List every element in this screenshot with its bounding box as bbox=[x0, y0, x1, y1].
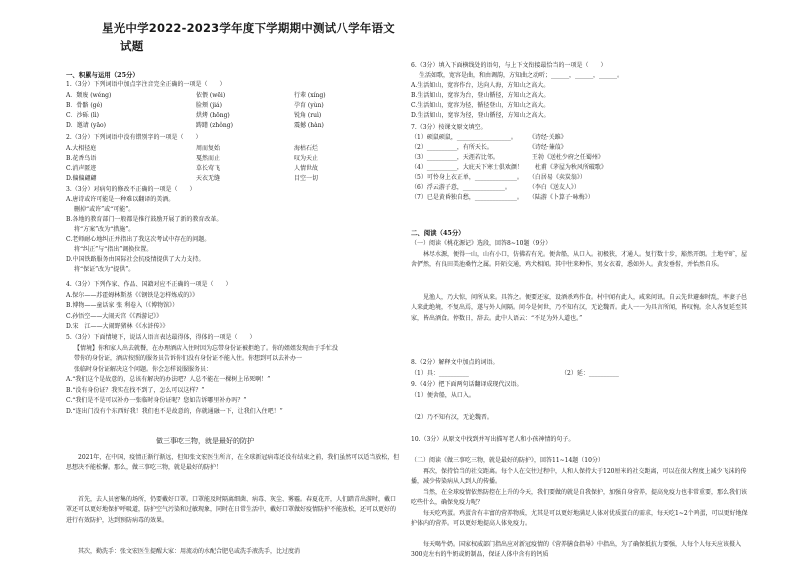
q6-line-1: 生活如歌，宽容是曲，和由调韵，方知曲之动听；______，______，______。 bbox=[419, 72, 624, 79]
q7-line-4: （4）__________，大庇天下寒士俱欢颜！ 杜甫《茅屋为秋风所破歌》 bbox=[411, 164, 607, 171]
q5-line-7: D.“连出门没有个东西好我！我们也不是故意的，你就通融一下，让我们入住吧！” bbox=[66, 407, 283, 415]
q3-line-6: 将“纠正”与“指出”调换位置。 bbox=[74, 246, 153, 253]
q4-line-3: C.孙悟空——大闹天宫《《西游记》》 bbox=[66, 312, 163, 320]
q6-line-5: D.生活如山，宽容为径，登山循径，方知山之高大。 bbox=[411, 112, 550, 119]
q1-option-3-0: D．邀请 (yāo) bbox=[66, 122, 106, 129]
q5-line-6: C.“我们是不是可以补办一张临时身份证呢？您如告诉哪里补办吗？” bbox=[66, 397, 247, 404]
q1-option-1-0: B．骨骼 (gé) bbox=[66, 102, 103, 109]
q2-option-2-1: 草长莺飞 bbox=[196, 165, 221, 172]
q2-stem: 2.（3分）下列词语中没有错别字的一项是（ ） bbox=[66, 134, 202, 141]
q5-line-4: A.“我们这个是故意的，总该有解决的办法吧？人总不能在一棵树上吊死啊！” bbox=[66, 376, 271, 383]
q7-line-6: （6）浮云游子意，______________。 （李白《送友人》） bbox=[411, 184, 580, 191]
q4-line-0: 4.（3分）下列作家、作品、国籍对应不正确的一项是（ ） bbox=[66, 281, 232, 288]
q5-line-5: B.“没有身份证？我实在找不到了，怎么可以这样？” bbox=[66, 386, 205, 394]
q6-line-2: A.生活如山，宽容作台，达向人海，方知山之高大。 bbox=[411, 82, 550, 89]
q9-item-1: （1）便舍船，从口入。 bbox=[411, 392, 475, 399]
q1-option-0-2: 行辈 (xíng) bbox=[294, 92, 326, 99]
reading1-paragraph-2: 见渔人，乃大惊，问所从来。具答之。便要还家，设酒杀鸡作食。村中闻有此人，咸来问讯。自云先世避秦时乱，率妻子邑人来此绝境，不复出焉，遂与外人间隔。问今是何世，乃不知有汉，无论魏晋。此人一一为具言所闻，皆叹惋。余人各复延至其家，皆出酒食。停数日，辞去。此中人语云：“不足为外人道也。” bbox=[411, 294, 748, 322]
q9-item-2: （2）乃不知有汉，无论魏晋。 bbox=[411, 414, 493, 421]
q2-option-3-1: 天衣无缝 bbox=[196, 175, 221, 182]
q1-option-1-1: 脸颊 (jiá) bbox=[196, 102, 222, 109]
q2-option-2-0: C.消声匿迹 bbox=[66, 165, 97, 172]
q4-line-4: D.宋 江——大闹野猪林《《水浒传》》 bbox=[66, 323, 169, 330]
q8-stem: 8.（2分）解释文中加点的词语。 bbox=[411, 359, 499, 366]
section-heading-accumulation: 一、积累与运用（25分） bbox=[66, 71, 139, 79]
q3-line-1: A.唐诗或许可能是一种难以翻译的美酒。 bbox=[66, 196, 175, 203]
q2-option-0-0: A.大相径庭 bbox=[66, 145, 97, 152]
q6-line-3: B.生活如山，宽容为台，登山循径，方知山之高大。 bbox=[411, 92, 550, 99]
reading2-paragraph-3: 每天吃鸡蛋。鸡蛋含有丰富的营养物质，尤其是可以更好地满足人体对优质蛋白的需求，每天吃1~2个鸡蛋，可以更好地保护体内的营养。可以更好地提高人体免疫力。 bbox=[411, 510, 748, 528]
q6-line-4: C.生活如山，宽容为径，循径登山，方知山之高大。 bbox=[411, 102, 550, 109]
exam-title: 星光中学2022-2023学年度下学期期中测试八学年语文 bbox=[102, 21, 395, 35]
q3-line-8: 将“保证”改为“提供”。 bbox=[74, 266, 135, 273]
q6-line-0: 6.（3分）填入下面横线处的语句，与上下文衔接最恰当的一项是（ ） bbox=[411, 62, 607, 69]
q8-item-1: （1）具：__________ bbox=[411, 370, 469, 377]
q2-option-0-1: 周而复始 bbox=[196, 145, 221, 152]
reading2-paragraph-2: 当然，在全球疫情依然防控在上升的今天，我们要做的就是自我保护，加强自身营养，提高免疫力也非常重要，那么我们该吃些什么，确保免疫力呢？ bbox=[411, 489, 748, 507]
q2-option-1-1: 戛然而止 bbox=[196, 155, 221, 162]
q5-line-1: 【情境】你和家人出去就餐，在办理酒店入住时因为忘带身份证被拒绝了。你的姐姐发现由于手忙没 bbox=[74, 344, 339, 352]
reading1-intro: （一）阅读《桃花源记》选段，回答8~10题（9分） bbox=[411, 240, 552, 247]
q4-line-2: B.博物——童话家 张 利卷入（《博物馆》） bbox=[66, 302, 179, 309]
q3-line-0: 3.（3分）对病句的修改不正确的一项是（ ） bbox=[66, 186, 196, 193]
q8-item-2: （2）延：__________ bbox=[561, 370, 619, 377]
passage-title: 做三事吃三物，就是最好的防护 bbox=[156, 437, 254, 445]
passage-paragraph-1: 2021年，在中国，疫情正渐行渐远，但知张文宏医生所言，在全球新冠病毒还没有结束之前，我们虽然可以适当放松，但思想决不能松懈。那么，做三事吃三物，就是最好的防护！ bbox=[66, 454, 400, 472]
passage-paragraph-2: 首先，去人员密集的场所，仍要戴好口罩。口罩能及时隔离细菌、病毒、灰尘、雾霾。春夏花开，人们踏青出游时，戴口罩还可以更好地保护呼吸道，防护空气污染和过敏现象，同时在日常生活中，戴好口罩做好疫情防护不能放松，还可以更好的进行有效防护，达到预防病毒的效果。 bbox=[66, 496, 397, 524]
reading2-paragraph-4: 每天喝牛奶。国家权威部门指出应对新冠疫情的《营养膳食指导》中指出，为了确保抵抗力要强，人每个人每天应该摄入300克左右的牛奶或奶制品，保证人体中含有的钙质 bbox=[411, 541, 742, 559]
q5-line-2: 带你的身份证，酒店按照的服务员告诉你们没有身份证不能入住。你想到可以去补办一 bbox=[74, 355, 303, 362]
q1-option-0-1: 依偎 (wēi) bbox=[196, 92, 226, 99]
q4-line-1: A.保尔——苏霍姆林斯基《《钢铁是怎样炼成的》》 bbox=[66, 291, 199, 299]
q7-line-3: （3）__________，天涯若比邻。 王勃《送杜少府之任蜀州》 bbox=[411, 154, 604, 161]
q1-option-3-1: 踌躇 (zhǒng) bbox=[196, 122, 233, 129]
q2-option-1-0: B.花香鸟语 bbox=[66, 155, 97, 162]
q2-option-0-2: 海枯石烂 bbox=[294, 145, 319, 152]
q5-line-0: 5.（3分）下面情境下，说话人语言表达最得体，得体的一项是（ ） bbox=[66, 334, 256, 341]
q1-option-2-2: 锐角 (ruì) bbox=[294, 112, 322, 119]
q2-option-3-0: D.偏偏翩翩 bbox=[66, 175, 97, 182]
q3-line-2: 删掉“或许”或“可能”。 bbox=[74, 206, 135, 213]
q1-option-0-0: A．颓废 (wéng) bbox=[66, 92, 112, 99]
q1-option-2-1: 烘烤 (hōng) bbox=[196, 112, 230, 119]
q2-option-3-2: 目空一切 bbox=[294, 175, 319, 182]
q7-line-7: （7）已是黄昏独自愁，______________。 （陆游《卜算子·咏梅》） bbox=[411, 194, 594, 201]
q5-line-3: 张临时身份证解决这个问题。你会怎样说服服务员： bbox=[74, 365, 213, 373]
reading2-intro: （二）阅读《做三事吃三物，就是最好的防护》，回答11~14题（10分） bbox=[411, 457, 604, 464]
q1-option-2-0: C．沙砾 (lì) bbox=[66, 112, 100, 119]
reading2-paragraph-1: 再次，保持恰当的社交距离。每个人在交往过程中，人和人保持大于120厘米的社交距离，可以在很大程度上减少飞沫的传播，减少传染病从人到人的传播。 bbox=[411, 468, 747, 486]
q9-stem: 9.（4分）把下面两句话翻译成现代汉语。 bbox=[411, 381, 523, 388]
q7-line-5: （5）可怜身上衣正单，______________。 （白居易《卖炭翁》） bbox=[411, 174, 586, 181]
exam-title-continued: 试题 bbox=[120, 39, 144, 53]
q2-option-2-2: 人情世故 bbox=[294, 165, 319, 172]
q1-option-1-2: 孕育 (yùn) bbox=[294, 102, 324, 109]
q3-line-3: B.各地的教育部门一般都是推行鼓励开展了新的教育改革。 bbox=[66, 216, 223, 223]
reading1-paragraph-1: 林尽水源，便得一山，山有小口，仿佛若有光。便舍船，从口入。初极狭，才通人。复行数十步，豁然开朗。土地平旷，屋舍俨然，有良田美池桑竹之属。阡陌交通，鸡犬相闻。其中往来种作，男女衣着，悉如外人。黄发垂髫，并怡然自乐。 bbox=[411, 251, 748, 269]
q1-stem: 1.（3分）下列词语中加点字注音完全正确的一项是（ ） bbox=[66, 81, 226, 88]
passage-paragraph-3: 其次，勤洗手：张文宏医生提醒大家：用流动的水配合肥皂或洗手液洗手，比过度消 bbox=[78, 548, 301, 555]
q3-line-4: 将“方案”改为“措施”。 bbox=[74, 226, 135, 233]
q10-stem: 10.（3分）从原文中找到并写出描写老人和小孩神情的句子。 bbox=[411, 436, 575, 443]
section-heading-reading: 二、阅读（45分） bbox=[411, 229, 465, 237]
q7-line-2: （2）__________，有所天长。 《诗经·蒹葭》 bbox=[411, 144, 567, 151]
q3-line-7: D.中国铁路服务由国际社会抗疫情提供了大力支持。 bbox=[66, 256, 205, 263]
q7-line-0: 7.（3分）按课文原文填空。 bbox=[411, 124, 487, 131]
q2-option-1-2: 叹为天止 bbox=[294, 155, 319, 162]
q7-line-1: （1）硕鼠硕鼠，__________________。 《诗经·关雎》 bbox=[411, 134, 567, 141]
q3-line-5: C.老师耐心地纠正并指出了我这次考试中存在的问题。 bbox=[66, 236, 211, 243]
q1-option-3-2: 震撼 (hàn) bbox=[294, 122, 324, 129]
